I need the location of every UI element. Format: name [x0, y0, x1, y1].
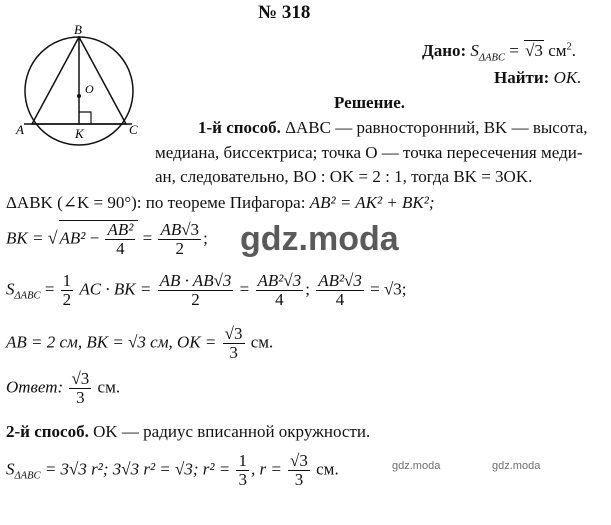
method1-line2: медиана, биссектриса; точка O — точка пересечения меди-	[155, 143, 583, 162]
method1-title: 1-й способ.	[198, 118, 281, 137]
label-k: K	[75, 126, 84, 141]
bk-lhs: BK =	[6, 228, 44, 248]
label-b: B	[74, 22, 82, 37]
area-symbol: S	[6, 279, 15, 299]
fraction-ab-sqrt3-over-2: $\frac{AB√3}{2}$	[160, 220, 200, 258]
ab-squared: AB²	[59, 228, 86, 248]
given-value: √3	[525, 41, 543, 60]
given-area-subscript: ΔABC	[478, 52, 505, 64]
right-angle-mark	[79, 112, 91, 124]
method2-line	[6, 422, 370, 442]
method2-formula-part-b: , r =	[250, 459, 282, 479]
method2-formula-part-a: = 3√3 r²; 3√3 r² = √3; r² =	[44, 459, 231, 479]
fraction-half: $\frac{1}{2}$	[62, 271, 72, 309]
pythagoras-line	[6, 193, 435, 213]
watermark-main: gdz.moda	[240, 220, 399, 258]
bk-equation: BK = √ AB² − $\frac{\text{AB²}}{4}$ = $\frac{AB√3}{2}$ ;	[6, 220, 208, 258]
pythagoras-formula: AB² = AK² + BK²;	[309, 193, 435, 212]
fraction-ab2-sqrt3-over-4-b: $\frac{\text{AB²√3}}{4}$	[318, 271, 362, 309]
method2-text: OK — радиус вписанной окружности.	[93, 422, 371, 441]
answer-label: Ответ:	[6, 377, 64, 397]
fraction-r-value: $\frac{√3}{3}$	[290, 451, 308, 489]
values-text: AB = 2 см, BK = √3 см, OK =	[6, 332, 217, 352]
fraction-ab2-sqrt3-over-4-a: $\frac{\text{AB²√3}}{4}$	[257, 271, 302, 309]
fraction-ab-ab-sqrt3: $\frac{AB \cdot AB√3}{2}$	[159, 271, 232, 309]
find-label: Найти	[494, 68, 544, 87]
values-line	[6, 325, 273, 362]
method2-formula: $S_{\Delta ABC} = 3√3$ r²; 3√3 r² = √3; r² = $\frac{1}{3}$ , r = $\frac{√3}{3}$ см.	[6, 451, 339, 489]
fraction-one-third: $\frac{1}{3}$	[238, 451, 247, 489]
label-o: O	[85, 82, 94, 96]
method1-line3: ан, следовательно, BO : OK = 2 : 1, тогда BK = 3OK.	[155, 167, 533, 186]
answer-fraction: $\frac{√3}{3}$	[71, 369, 90, 407]
area-result: = √3;	[370, 279, 407, 299]
method1-line1	[198, 118, 588, 138]
method2-title: 2-й способ.	[6, 422, 89, 441]
center-point-o	[77, 94, 81, 98]
area-equation: $S_{\Delta ABC}$ = $\frac{1}{2}$ AC · BK = $\frac{AB \cdot AB√3}{2}$ = $\frac{\text{AB²√3}}{4}$ ; $\frac{\text{AB²√3}}{4}$ = √3;	[6, 271, 407, 309]
problem-number: № 318	[258, 2, 311, 23]
watermark-small-right: gdz.moda	[492, 460, 541, 472]
triangle-circle-figure	[2, 20, 152, 170]
find-value: OK.	[553, 68, 582, 87]
fraction-ok-value: $\frac{√3}{3}$	[224, 324, 243, 362]
find-line: Найти: OK.	[494, 68, 582, 87]
answer-line	[6, 370, 120, 407]
method2-unit: см.	[316, 459, 339, 479]
method1-text-1: ΔABC — равносторонний, BK — высота,	[285, 118, 588, 137]
given-label: Дано	[422, 41, 461, 60]
ac-times-bk: AC · BK =	[79, 279, 152, 299]
given-unit: см	[548, 41, 567, 60]
given-line: Дано: $S_{\Delta ABC} = √3$ $см^2$.	[422, 41, 577, 64]
pythagoras-prefix: ΔABK (∠K = 90°): по теореме Пифагора:	[6, 193, 306, 212]
label-a: A	[16, 122, 24, 137]
answer-unit: см.	[97, 377, 121, 397]
watermark-small-left: gdz.moda	[392, 460, 441, 472]
values-unit: см.	[250, 332, 274, 352]
label-c: C	[129, 122, 138, 137]
fraction-ab2-over-4: $\frac{\text{AB²}}{4}$	[107, 220, 134, 258]
solution-heading: Решение.	[334, 93, 405, 112]
